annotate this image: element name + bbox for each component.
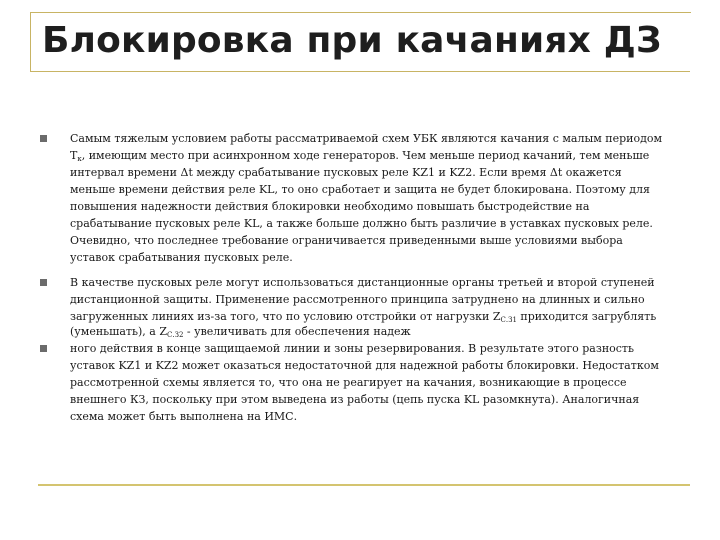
text-run: дистанционной защиты. Применение рассмотренного принципа затруднено на длинных и сильно (70, 293, 645, 306)
text-run: интервал времени Δt между срабатывание пусковых реле KZ1 и KZ2. Если время Δt окажется (70, 166, 622, 179)
paragraph-2-line-1 (70, 276, 655, 290)
paragraph-1-line-4 (70, 183, 650, 197)
paragraph-1-line-6 (70, 217, 653, 231)
paragraph-1-line-7 (70, 234, 623, 248)
symbol-t: T (70, 149, 78, 162)
text-run: приходится загрублять (516, 310, 657, 323)
symbol-t-sub: к (77, 155, 82, 163)
text-run: В качестве пусковых реле могут использоваться дистанционные органы третьей и второй ступеней (70, 276, 655, 289)
text-run: загруженных линиях из-за того, что по условию отстройки от нагрузки Z (70, 310, 501, 323)
paragraph-3-line-2 (70, 359, 659, 373)
slide-title: Блокировка при качаниях ДЗ (42, 20, 662, 61)
paragraph-1-line-2 (70, 149, 649, 166)
bullet-3-icon (40, 345, 47, 352)
symbol-z2-sub: С.З2 (167, 331, 184, 339)
text-run: ного действия в конце защищаемой линии и зоны резервирования. В результате этого разность (70, 342, 635, 355)
text-run: срабатывание пусковых реле KL, а также больше должно быть различие в уставках пусковых реле. (70, 217, 653, 230)
text-run: рассмотренной схемы является то, что она не реагирует на качания, возникающие в процессе (70, 376, 627, 389)
bottom-rule (38, 484, 690, 486)
paragraph-3-line-5 (70, 410, 297, 424)
text-run: повышения надежности действия блокировки необходимо повышать быстродействие на (70, 200, 590, 213)
text-run: меньше времени действия реле KL, то оно сработает и защита не будет блокирована. Поэтому для (70, 183, 650, 196)
paragraph-1-line-3 (70, 166, 622, 180)
paragraph-3-line-1 (70, 342, 634, 356)
text-run: , имеющим место при асинхронном ходе генераторов. Чем меньше период качаний, тем меньше (81, 149, 650, 162)
text-run: Очевидно, что последнее требование ограничивается приведенными выше условиями выбора (70, 234, 623, 247)
bullet-2-icon (40, 279, 47, 286)
paragraph-1-line-8 (70, 251, 293, 265)
text-run: уставок срабатывания пусковых реле. (70, 251, 293, 264)
text-run: - увеличивать для обеспечения надеж (183, 325, 411, 338)
text-run: схема может быть выполнена на ИМС. (70, 410, 298, 423)
paragraph-3-line-3 (70, 376, 627, 390)
paragraph-1-line-1 (70, 132, 662, 146)
text-run: Самым тяжелым условием работы рассматриваемой схем УБК являются качания с малым периодом (70, 132, 663, 145)
paragraph-2-line-4 (70, 325, 411, 342)
text-run: (уменьшать), а Z (70, 325, 167, 338)
paragraph-3-line-4 (70, 393, 639, 407)
paragraph-1-line-5 (70, 200, 589, 214)
title-underline (30, 71, 690, 72)
bullet-1-icon (40, 135, 47, 142)
text-run: уставок KZ1 и KZ2 может оказаться недостаточной для надежной работы блокировки. Недостатком (70, 359, 659, 372)
symbol-z1-sub: С.З1 (500, 316, 517, 324)
text-run: внешнего КЗ, поскольку при этом выведена из работы (цепь пуска KL разомкнута). Аналогичная (70, 393, 640, 406)
paragraph-2-line-2 (70, 293, 645, 307)
